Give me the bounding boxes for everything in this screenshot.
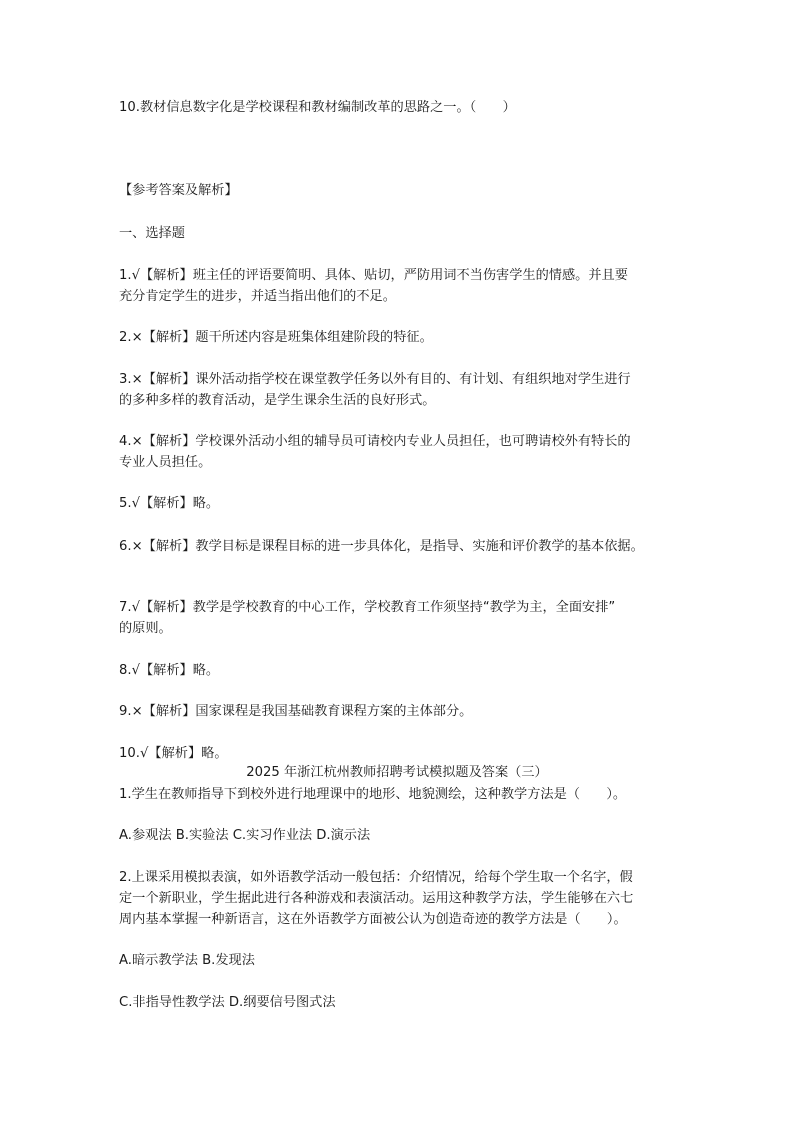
answer-3-line-2: 的多种多样的教育活动，是学生课余生活的良好形式。 <box>119 393 436 408</box>
question-2-line-3: 周内基本掌握一种新语言，这在外语教学方面被公认为创造奇迹的教学方法是（ ）。 <box>119 912 627 927</box>
answers-heading: 【参考答案及解析】 <box>119 183 238 198</box>
answer-7-line-2: 的原则。 <box>119 621 172 636</box>
answer-9-line-1: 9.×【解析】国家课程是我国基础教育课程方案的主体部分。 <box>119 704 473 719</box>
answer-5-line-1: 5.√【解析】略。 <box>119 496 220 511</box>
true-false-question-10: 10.教材信息数字化是学校课程和教材编制改革的思路之一。（ ） <box>119 100 516 115</box>
question-1-options: A.参观法 B.实验法 C.实习作业法 D.演示法 <box>119 828 371 843</box>
question-2-line-2: 定一个新职业，学生据此进行各种游戏和表演活动。运用这种教学方法，学生能够在六七 <box>119 891 634 906</box>
question-2-options-cd: C.非指导性教学法 D.纲要信号图式法 <box>119 995 336 1010</box>
answer-4-line-2: 专业人员担任。 <box>119 455 212 470</box>
question-2-options-ab: A.暗示教学法 B.发现法 <box>119 953 255 968</box>
answer-1-line-1: 1.√【解析】班主任的评语要简明、具体、贴切，严防用词不当伤害学生的情感。并且要 <box>119 268 628 283</box>
answer-7-line-1: 7.√【解析】教学是学校教育的中心工作，学校教育工作须坚持“教学为主，全面安排” <box>119 600 616 615</box>
answer-10-line-1: 10.√【解析】略。 <box>119 746 228 761</box>
answer-3-line-1: 3.×【解析】课外活动指学校在课堂教学任务以外有目的、有计划、有组织地对学生进行 <box>119 372 631 387</box>
answer-1-line-2: 充分肯定学生的进步，并适当指出他们的不足。 <box>119 289 396 304</box>
question-1-line-1: 1.学生在教师指导下到校外进行地理课中的地形、地貌测绘，这种教学方法是（ ）。 <box>119 787 627 802</box>
answer-6-line-1: 6.×【解析】教学目标是课程目标的进一步具体化，是指导、实施和评价教学的基本依据。 <box>119 539 644 554</box>
answer-8-line-1: 8.√【解析】略。 <box>119 663 220 678</box>
answer-4-line-1: 4.×【解析】学校课外活动小组的辅导员可请校内专业人员担任，也可聘请校外有特长的 <box>119 434 631 449</box>
answer-2-line-1: 2.×【解析】题干所述内容是班集体组建阶段的特征。 <box>119 330 433 345</box>
exam-title: 2025 年浙江杭州教师招聘考试模拟题及答案（三） <box>246 765 548 780</box>
question-2-line-1: 2.上课采用模拟表演，如外语教学活动一般包括：介绍情况，给每个学生取一个名字，假 <box>119 870 633 885</box>
section-heading: 一、选择题 <box>119 226 185 241</box>
